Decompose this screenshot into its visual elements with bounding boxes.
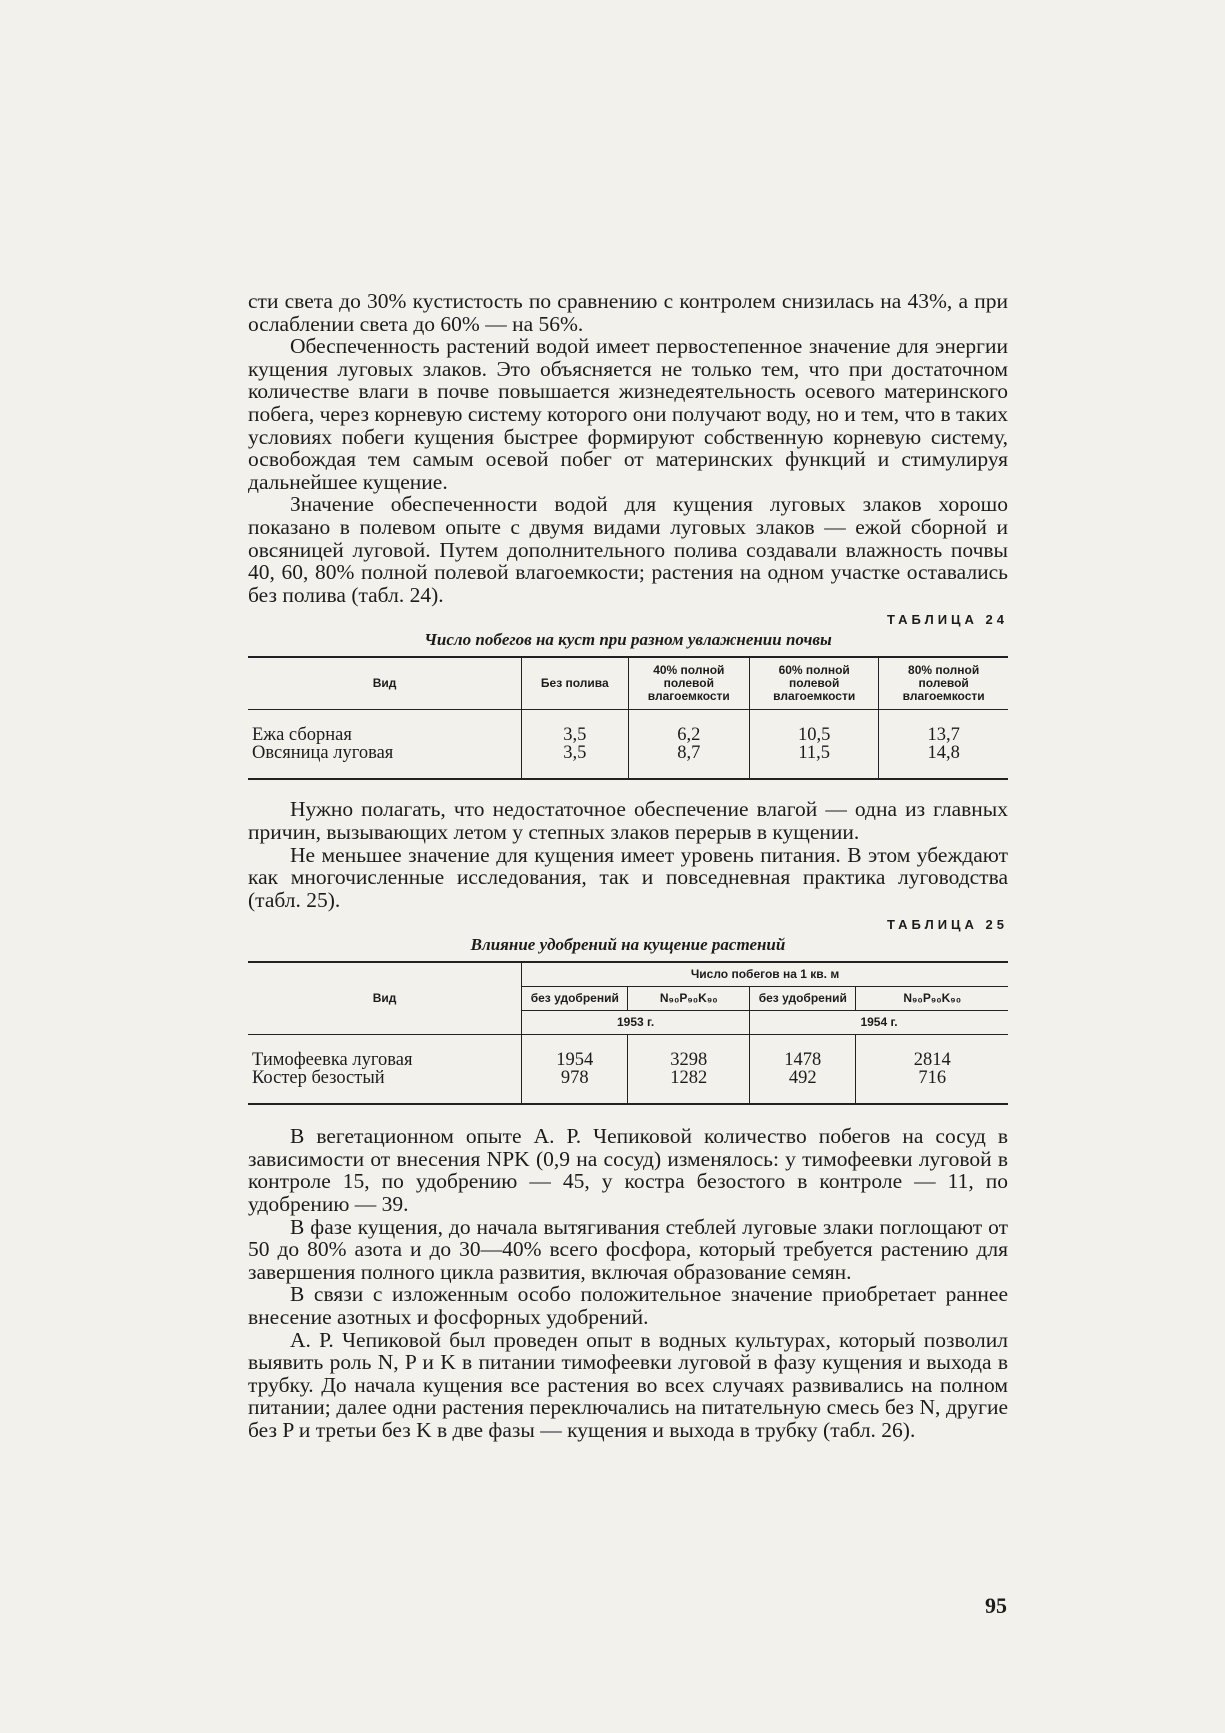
column-header: 60% полной полевой влагоемкости: [750, 657, 879, 710]
table-24-title: Число побегов на куст при разном увлажнении почвы: [424, 630, 832, 650]
column-header: 80% полной полевой влагоемкости: [879, 657, 1008, 710]
value-cell: 1954: [522, 1051, 628, 1069]
value-cell: 11,5: [750, 744, 879, 762]
value-cell: 6,2: [628, 726, 750, 744]
table-24-caption: ТАБЛИЦА 24: [887, 612, 1008, 628]
species-cell: Овсяница луговая: [252, 743, 394, 764]
species-cell: Тимофеевка луговая: [252, 1050, 413, 1071]
table-25-title: Влияние удобрений на кущение растений: [470, 935, 786, 955]
text-block-middle: [248, 798, 1008, 911]
subheader: N₉₀P₉₀K₉₀: [856, 987, 1008, 1011]
value-cell: 2814: [856, 1051, 1008, 1069]
species-cell: Костер безостый: [252, 1068, 385, 1089]
column-header-vid: Вид: [248, 962, 522, 1035]
value-cell: 13,7: [879, 726, 1008, 744]
table-row: [248, 744, 1008, 762]
value-cell: 492: [750, 1069, 856, 1087]
year-header: 1954 г.: [750, 1011, 1008, 1035]
paragraph: сти света до 30% кустистость по сравнению с контролем снизилась на 43%, а при ослаблении света до 60% — на 56%.: [248, 289, 1008, 336]
value-cell: 1282: [628, 1069, 750, 1087]
value-cell: 10,5: [750, 726, 879, 744]
paragraph: Значение обеспеченности водой для кущения луговых злаков хорошо показано в полевом опыте с двумя видами луговых злаков — ежой сборной и овсяницей луговой. Путем дополнительного полива создавали влажность почвы 40, 60, 80% полной полевой влагоемкости; растения на одном участке оставались без полива (табл. 24).: [248, 492, 1008, 607]
value-cell: 3,5: [522, 744, 628, 762]
table-header-row: [248, 657, 1008, 710]
paragraph: Не меньшее значение для кущения имеет уровень питания. В этом убеждают как многочисленные исследования, так и повседневная практика луговодства (табл. 25).: [248, 842, 1008, 912]
year-header: 1953 г.: [522, 1011, 750, 1035]
column-header: Вид: [248, 657, 522, 710]
table-25: [248, 961, 1008, 1105]
table-header-row: [248, 962, 1008, 987]
subheader: N₉₀P₉₀K₉₀: [628, 987, 750, 1011]
value-cell: 978: [522, 1069, 628, 1087]
page-number: 95: [985, 1593, 1007, 1618]
value-cell: 3,5: [522, 726, 628, 744]
text-block-before: [248, 290, 1008, 606]
table-row: [248, 726, 1008, 744]
table-24: [248, 656, 1008, 780]
paragraph: В фазе кущения, до начала вытягивания стеблей луговые злаки поглощают от 50 до 80% азота и до 30—40% всего фосфора, который требуется растению для завершения полного цикла развития, включая образование семян.: [248, 1214, 1008, 1284]
species-cell: Ежа сборная: [252, 725, 352, 746]
paragraph: В связи с изложенным особо положительное значение приобретает раннее внесение азотных и фосфорных удобрений.: [248, 1282, 1008, 1330]
paragraph: Обеспеченность растений водой имеет первостепенное значение для энергии кущения луговых злаков. Это объясняется не только тем, что при достаточном количестве влаги в почве повышается жизнедеятельность осевого материнского побега, через корневую систему которого они получают воду, но и тем, что в таких условиях побеги кущения быстрее формируют собственную корневую систему, освобождая тем самым осевой побег от материнских функций и стимулируя дальнейшее кущение.: [248, 334, 1008, 494]
value-cell: 14,8: [879, 744, 1008, 762]
page-content: [248, 290, 1008, 1442]
value-cell: 1478: [750, 1051, 856, 1069]
value-cell: 8,7: [628, 744, 750, 762]
value-cell: 3298: [628, 1051, 750, 1069]
subheader: без удобрений: [522, 987, 628, 1011]
group-header: Число побегов на 1 кв. м: [522, 962, 1008, 987]
table-row: [248, 1051, 1008, 1069]
column-header: 40% полной полевой влагоемкости: [628, 657, 750, 710]
subheader: без удобрений: [750, 987, 856, 1011]
table-25-caption: ТАБЛИЦА 25: [887, 917, 1008, 933]
paragraph: Нужно полагать, что недостаточное обеспечение влагой — одна из главных причин, вызывающих летом у степных злаков перерыв в кущении.: [248, 797, 1008, 844]
paragraph: А. Р. Чепиковой был проведен опыт в водных культурах, который позволил выявить роль N, P и K в питании тимофеевки луговой в фазу кущения и выхода в трубку. До начала кущения все растения во всех случаях развивались на полном питании; далее одни растения переключались на питательную смесь без N, другие без P и третьи без K в две фазы — кущения и выхода в трубку (табл. 26).: [248, 1327, 1008, 1442]
column-header: Без полива: [522, 657, 628, 710]
table-row: [248, 1069, 1008, 1087]
text-block-after: [248, 1125, 1008, 1441]
value-cell: 716: [856, 1069, 1008, 1087]
paragraph: В вегетационном опыте А. Р. Чепиковой количество побегов на сосуд в зависимости от внесения NPK (0,9 на сосуд) изменялось: у тимофеевки луговой в контроле 15, по удобрению — 45, у костра безостого в контроле — 11, по удобрению — 39.: [248, 1124, 1008, 1217]
